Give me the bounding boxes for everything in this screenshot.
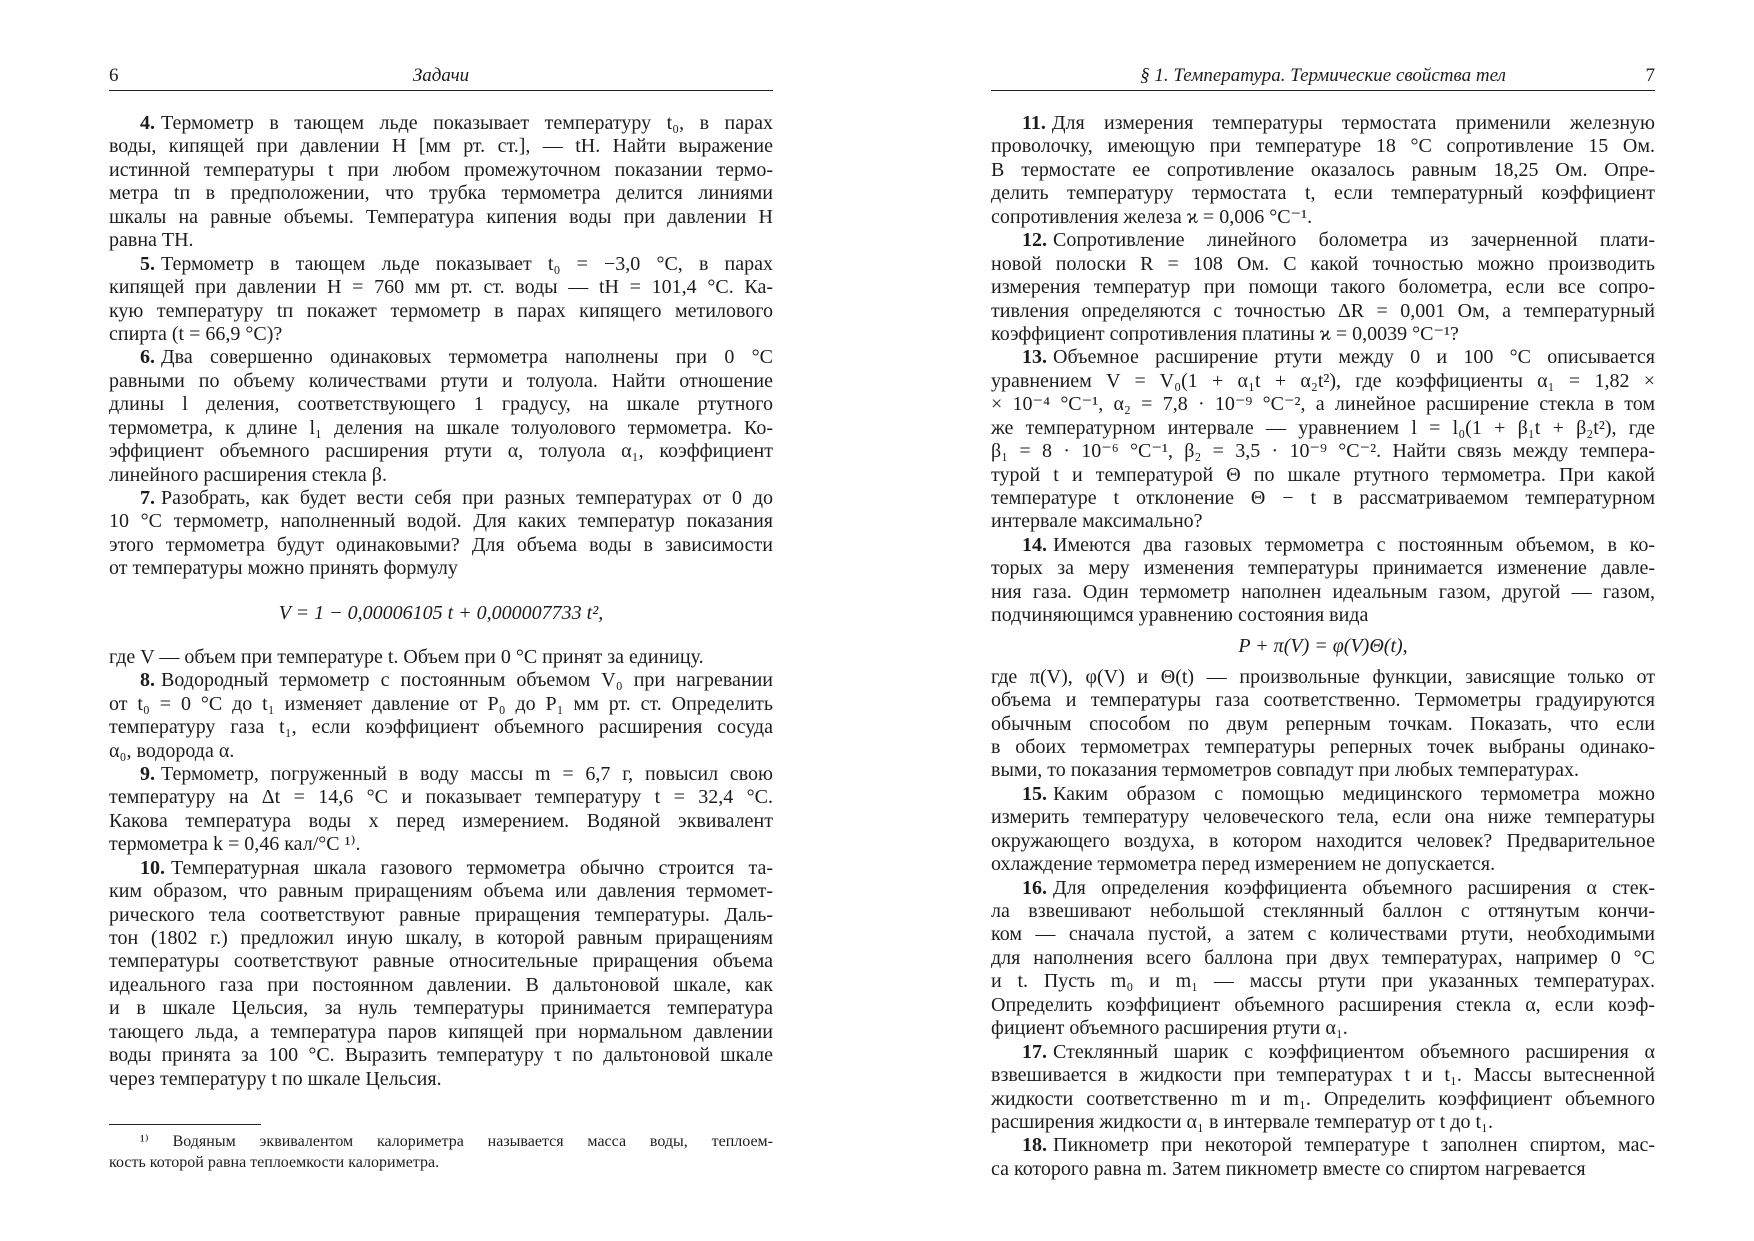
text-line: кую температуру tп покажет термометр в парах кипящего метилового: [109, 299, 773, 322]
text-line: где π(V), φ(V) и Θ(t) — произвольные функции, зависящие только от: [991, 665, 1655, 688]
text-line: от t₀ = 0 °C до t₁ изменяет давление от P₀ до P₁ мм рт. ст. Определить: [109, 692, 773, 715]
text-line: тивления определяются с точностью ΔR = 0,001 Ом, а температурный: [991, 299, 1655, 322]
problem-paragraph: [991, 534, 1655, 628]
text-line: же температурном интервале — уравнением l = l₀(1 + β₁t + β₂t²), где: [991, 416, 1655, 439]
problem-number: 13.: [1022, 346, 1047, 369]
problem-number: 16.: [1022, 876, 1047, 899]
problem-number: 10.: [140, 856, 165, 879]
text-line: ла взвешивают небольшой стеклянный баллон с оттянутым кончи-: [991, 900, 1655, 922]
text-line: [991, 877, 1655, 900]
text-line: выми, то показания термометров совпадут при любых температурах.: [991, 759, 1579, 782]
line-text: Водородный термометр с постоянным объемом V₀ при нагревании: [161, 669, 773, 692]
text-line: температуру на Δt = 14,6 °C и показывает температуру t = 32,4 °C.: [109, 786, 773, 809]
problem-paragraph: [991, 783, 1655, 877]
line-text: Разобрать, как будет вести себя при разных температурах от 0 до: [161, 487, 773, 509]
text-line: идеального газа при постоянном давлении. В дальтоновой шкале, как: [109, 973, 773, 996]
problem-number: 18.: [1022, 1134, 1047, 1157]
text-line: воды, кипящей при давлении H [мм рт. ст.], — tH. Найти выражение: [109, 135, 773, 158]
text-line: измерения температур при помощи такого болометра, если все сопро-: [991, 276, 1655, 299]
text-line: [109, 857, 773, 880]
text-line: температуры соответствуют равные относительные приращения объема: [109, 950, 773, 973]
text-line: ким образом, что равным приращениям объема или давления термомет-: [109, 880, 773, 903]
text-line: равна TH.: [109, 229, 194, 252]
line-text: Температурная шкала газового термометра обычно строится та-: [171, 856, 773, 879]
text-line: [991, 346, 1655, 369]
text-line: делить температуру термостата t, если температурный коэффициент: [991, 182, 1655, 205]
page-header: [109, 62, 773, 90]
problem-number: 14.: [1022, 533, 1047, 556]
text-line: спирта (t = 66,9 °C)?: [109, 322, 283, 345]
text-line: [109, 346, 773, 369]
text-line: са которого равна m. Затем пикнометр вместе со спиртом нагревается: [991, 1157, 1586, 1180]
paragraph-continuation: [109, 646, 773, 669]
text-line: [109, 763, 773, 786]
page-body: [109, 112, 773, 1091]
text-line: и в шкале Цельсия, за нуль температуры принимается температура: [109, 997, 773, 1020]
text-line: объема и температуры газа соответственно. Термометры градуируются: [991, 689, 1655, 712]
running-title: Задачи: [412, 65, 470, 86]
text-line: интервале максимально?: [991, 510, 1203, 533]
text-line: [991, 783, 1655, 806]
text-line: [991, 112, 1655, 135]
problem-number: 9.: [140, 762, 155, 785]
text-line: температуре t отклонение Θ − t в рассматриваемом температурном: [991, 487, 1655, 509]
page-header: [991, 62, 1655, 90]
text-line: и t. Пусть m₀ и m₁ — массы ртути при указанных температурах.: [991, 970, 1655, 993]
formula: P + π(V) = φ(V)Θ(t),: [1238, 635, 1408, 658]
problem-number: 5.: [140, 252, 155, 275]
line-text: Стеклянный шарик с коэффициентом объемного расширения α: [1053, 1040, 1655, 1063]
footnote-line: кость которой равна теплоемкости калориметра.: [109, 1154, 440, 1171]
text-line: [109, 487, 773, 510]
problem-number: 4.: [140, 112, 155, 134]
header-rule: [991, 90, 1655, 91]
page-number: 6: [109, 65, 119, 86]
left-page: [109, 0, 773, 1241]
problem-paragraph: [109, 857, 773, 1091]
problem-number: 15.: [1022, 782, 1047, 805]
text-line: обычным способом по двум реперным точкам. Показать, что если: [991, 712, 1655, 735]
text-line: тающего льда, а температура паров кипящей при нормальном давлении: [109, 1020, 773, 1043]
text-line: [991, 1041, 1655, 1064]
text-line: Какова температура воды x перед измерением. Водяной эквивалент: [109, 809, 773, 832]
problem-number: 6.: [140, 346, 155, 369]
line-text: Объемное расширение ртути между 0 и 100 °C описывается: [1053, 346, 1655, 369]
problem-paragraph: [991, 229, 1655, 346]
text-line: термометра k = 0,46 кал/°C ¹⁾.: [109, 833, 361, 856]
text-line: Определить коэффициент объемного расширения стекла α, если коэф-: [991, 993, 1655, 1016]
text-line: линейного расширения стекла β.: [109, 463, 387, 486]
text-line: где V — объем при температуре t. Объем при 0 °C принят за единицу.: [109, 645, 704, 668]
text-line: новой полоски R = 108 Ом. С какой точностью можно производить: [991, 252, 1655, 275]
text-line: термометра, к длине l₁ деления на шкале толуолового термометра. Ко-: [109, 416, 773, 439]
text-line: [109, 112, 773, 135]
text-line: этого термометра будут одинаковыми? Для объема воды в зависимости: [109, 533, 773, 556]
paragraph-continuation: [991, 666, 1655, 783]
text-line: воды принята за 100 °C. Выразить температуру τ по дальтоновой шкале: [109, 1044, 773, 1067]
right-page: [991, 0, 1655, 1241]
text-line: рического тела соответствуют равные приращения температуры. Даль-: [109, 903, 773, 926]
text-line: [109, 669, 773, 692]
line-text: Термометр в тающем льде показывает температуру t₀, в парах: [161, 112, 773, 134]
text-line: торых за меру изменения температуры принимается изменение давле-: [991, 557, 1655, 580]
header-rule: [109, 90, 773, 91]
text-line: [991, 1134, 1655, 1157]
text-line: жидкости соответственно m и m₁. Определить коэффициент объемного: [991, 1087, 1655, 1110]
problem-paragraph: [991, 112, 1655, 229]
text-line: взвешивается в жидкости при температурах t и t₁. Массы вытесненной: [991, 1064, 1655, 1087]
line-text: Пикнометр при некоторой температуре t заполнен спиртом, мас-: [1053, 1134, 1655, 1157]
line-text: Для измерения температуры термостата применили железную: [1051, 112, 1655, 134]
text-line: [109, 253, 773, 276]
problem-number: 17.: [1022, 1040, 1047, 1063]
problem-number: 8.: [140, 669, 155, 692]
text-line: тон (1802 г.) предложил иную шкалу, в которой равным приращениям: [109, 927, 773, 949]
line-text: Термометр, погруженный в воду массы m = 6,7 г, повысил свою: [161, 762, 773, 785]
problem-paragraph: [109, 763, 773, 857]
text-line: охлаждение термометра перед измерением не допускается.: [991, 853, 1496, 876]
text-line: для наполнения всего баллона при двух температурах, например 0 °C: [991, 946, 1655, 969]
footnote-rule: [109, 1124, 261, 1125]
problem-paragraph: [991, 877, 1655, 1041]
footnote: [109, 1131, 773, 1173]
text-line: кипящей при давлении H = 760 мм рт. ст. воды — tH = 101,4 °C. Ка-: [109, 276, 773, 299]
problem-number: 11.: [1022, 112, 1046, 134]
running-title: § 1. Температура. Термические свойства тел: [1140, 65, 1506, 86]
text-line: [991, 534, 1655, 557]
page-number: 7: [1645, 65, 1655, 86]
text-line: через температуру t по шкале Цельсия.: [109, 1067, 442, 1090]
problem-paragraph: [109, 487, 773, 581]
problem-paragraph: [109, 253, 773, 347]
text-line: 10 °C термометр, наполненный водой. Для каких температур показания: [109, 510, 773, 533]
text-line: сопротивления железа ϰ = 0,006 °C⁻¹.: [991, 205, 1313, 228]
problem-paragraph: [109, 112, 773, 253]
problem-number: 7.: [140, 487, 155, 509]
text-line: ком — сначала пустой, а затем с количествами ртути, необходимыми: [991, 923, 1655, 946]
text-line: от температуры можно принять формулу: [109, 557, 458, 580]
text-line: истинной температуры t при любом промежуточном показании термо-: [109, 158, 773, 181]
line-text: Имеются два газовых термометра с постоянным объемом, в ко-: [1053, 533, 1655, 556]
line-text: Сопротивление линейного болометра из зачерненной плати-: [1053, 229, 1655, 252]
problem-paragraph: [991, 1041, 1655, 1135]
text-line: В термостате ее сопротивление оказалось равным 18,25 Ом. Опре-: [991, 158, 1655, 181]
line-text: Два совершенно одинаковых термометра наполнены при 0 °C: [161, 346, 773, 369]
text-line: турой t и температурой Θ по шкале ртутного термометра. При какой: [991, 463, 1655, 486]
text-line: длины l деления, соответствующего 1 градусу, на шкале ртутного: [109, 393, 773, 416]
problem-paragraph: [991, 346, 1655, 534]
problem-number: 12.: [1022, 229, 1047, 252]
text-line: подчиняющимся уравнению состояния вида: [991, 604, 1369, 627]
line-text: Термометр в тающем льде показывает t₀ = −3,0 °C, в парах: [161, 252, 773, 275]
text-line: [991, 229, 1655, 252]
text-line: фициент объемного расширения ртути α₁.: [991, 1017, 1348, 1040]
text-line: α₀, водорода α.: [109, 739, 235, 762]
text-line: окружающего воздуха, в котором находится человек? Предварительное: [991, 829, 1655, 852]
text-line: в обоих термометрах температуры реперных точек выбраны одинако-: [991, 735, 1655, 758]
text-line: коэффициент сопротивления платины ϰ = 0,0039 °C⁻¹?: [991, 322, 1459, 345]
text-line: метра tп в предположении, что трубка термометра делится линиями: [109, 182, 773, 205]
text-line: измерить температуру человеческого тела, если она ниже температуры: [991, 806, 1655, 829]
line-text: Каким образом с помощью медицинского термометра можно: [1053, 782, 1655, 805]
formula: V = 1 − 0,00006105 t + 0,000007733 t²,: [278, 601, 604, 624]
text-line: β₁ = 8 · 10⁻⁶ °C⁻¹, β₂ = 3,5 · 10⁻⁹ °C⁻². Найти связь между темпера-: [991, 440, 1655, 463]
text-line: шкалы на равные объемы. Температура кипения воды при давлении H: [109, 205, 773, 228]
text-line: равными по объему количествами ртути и толуола. Найти отношение: [109, 369, 773, 392]
text-line: эффициент объемного расширения ртути α, толуола α₁, коэффициент: [109, 440, 773, 463]
problem-paragraph: [109, 346, 773, 487]
text-line: температуру газа t₁, если коэффициент объемного расширения сосуда: [109, 716, 773, 739]
page-body: [991, 112, 1655, 1181]
problem-paragraph: [991, 1134, 1655, 1181]
text-line: проволочку, имеющую при температуре 18 °C сопротивление 15 Ом.: [991, 135, 1655, 158]
problem-paragraph: [109, 669, 773, 763]
text-line: × 10⁻⁴ °C⁻¹, α₂ = 7,8 · 10⁻⁹ °C⁻², а линейное расширение стекла в том: [991, 393, 1655, 416]
text-line: ния газа. Один термометр наполнен идеальным газом, другой — газом,: [991, 580, 1655, 603]
line-text: Для определения коэффициента объемного расширения α стек-: [1053, 876, 1655, 899]
footnote-line: ¹⁾ Водяным эквивалентом калориметра называется масса воды, теплоем-: [140, 1133, 773, 1150]
text-line: уравнением V = V₀(1 + α₁t + α₂t²), где коэффициенты α₁ = 1,82 ×: [991, 369, 1655, 392]
text-line: расширения жидкости α₁ в интервале температур от t до t₁.: [991, 1110, 1493, 1133]
